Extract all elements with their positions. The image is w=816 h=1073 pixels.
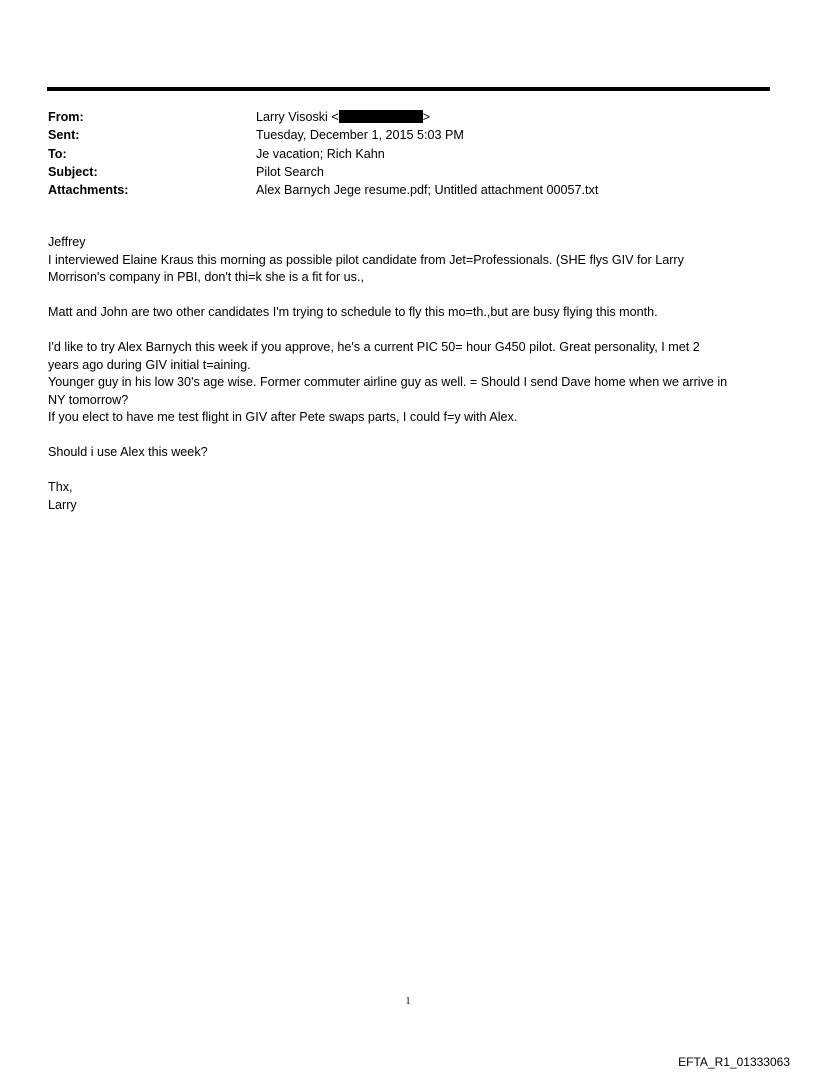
redaction-block <box>339 110 423 123</box>
paragraph-3-line-2: years ago during GIV initial t=aining. <box>48 357 251 372</box>
spacer <box>48 427 778 445</box>
signoff: Thx, <box>48 480 73 494</box>
paragraph-1-line-1: I interviewed Elaine Kraus this morning as possible pilot candidate from Jet=Professionals. (SHE flys GIV for Larry <box>48 252 684 267</box>
attachments-row <box>48 181 770 199</box>
greeting: Jeffrey <box>48 235 86 249</box>
sent-row <box>48 126 770 144</box>
email-header <box>48 108 770 199</box>
spacer <box>48 322 778 340</box>
sender-name: Larry Visoski < <box>256 110 339 124</box>
from-row <box>48 108 770 126</box>
subject-row <box>48 163 770 181</box>
paragraph-3-line-5: If you elect to have me test flight in GIV after Pete swaps parts, I could f=y with Alex. <box>48 410 518 424</box>
subject-value: Pilot Search <box>256 164 324 179</box>
signature: Larry <box>48 497 77 512</box>
paragraph-3-line-1: I'd like to try Alex Barnych this week if you approve, he's a current PIC 50= hour G450 pilot. Great personality, I met 2 <box>48 340 700 354</box>
to-row <box>48 145 770 163</box>
paragraph-3-line-4: NY tomorrow? <box>48 392 129 407</box>
bates-number: EFTA_R1_01333063 <box>678 1055 790 1069</box>
paragraph-3-line-3: Younger guy in his low 30's age wise. Former commuter airline guy as well. = Should I send Dave home when we arrive in <box>48 375 728 389</box>
spacer <box>48 462 778 480</box>
sent-value: Tuesday, December 1, 2015 5:03 PM <box>256 128 464 143</box>
email-body <box>48 234 778 514</box>
page-number: 1 <box>405 996 411 1007</box>
to-value: Je vacation; Rich Kahn <box>256 146 385 161</box>
header-divider <box>47 87 770 91</box>
attachments-label: Attachments: <box>48 183 129 198</box>
paragraph-1-line-2: Morrison's company in PBI, don't thi=k she is a fit for us., <box>48 270 364 284</box>
spacer <box>48 287 778 305</box>
to-label: To: <box>48 146 67 161</box>
from-label: From: <box>48 110 84 124</box>
sender-close: > <box>422 110 431 124</box>
from-value <box>256 108 430 126</box>
subject-label: Subject: <box>48 164 98 179</box>
attachments-value: Alex Barnych Jege resume.pdf; Untitled attachment 00057.txt <box>256 183 599 198</box>
paragraph-2: Matt and John are two other candidates I'm trying to schedule to fly this mo=th.,but are busy flying this month. <box>48 305 658 319</box>
paragraph-4: Should i use Alex this week? <box>48 445 208 459</box>
sent-label: Sent: <box>48 128 80 143</box>
